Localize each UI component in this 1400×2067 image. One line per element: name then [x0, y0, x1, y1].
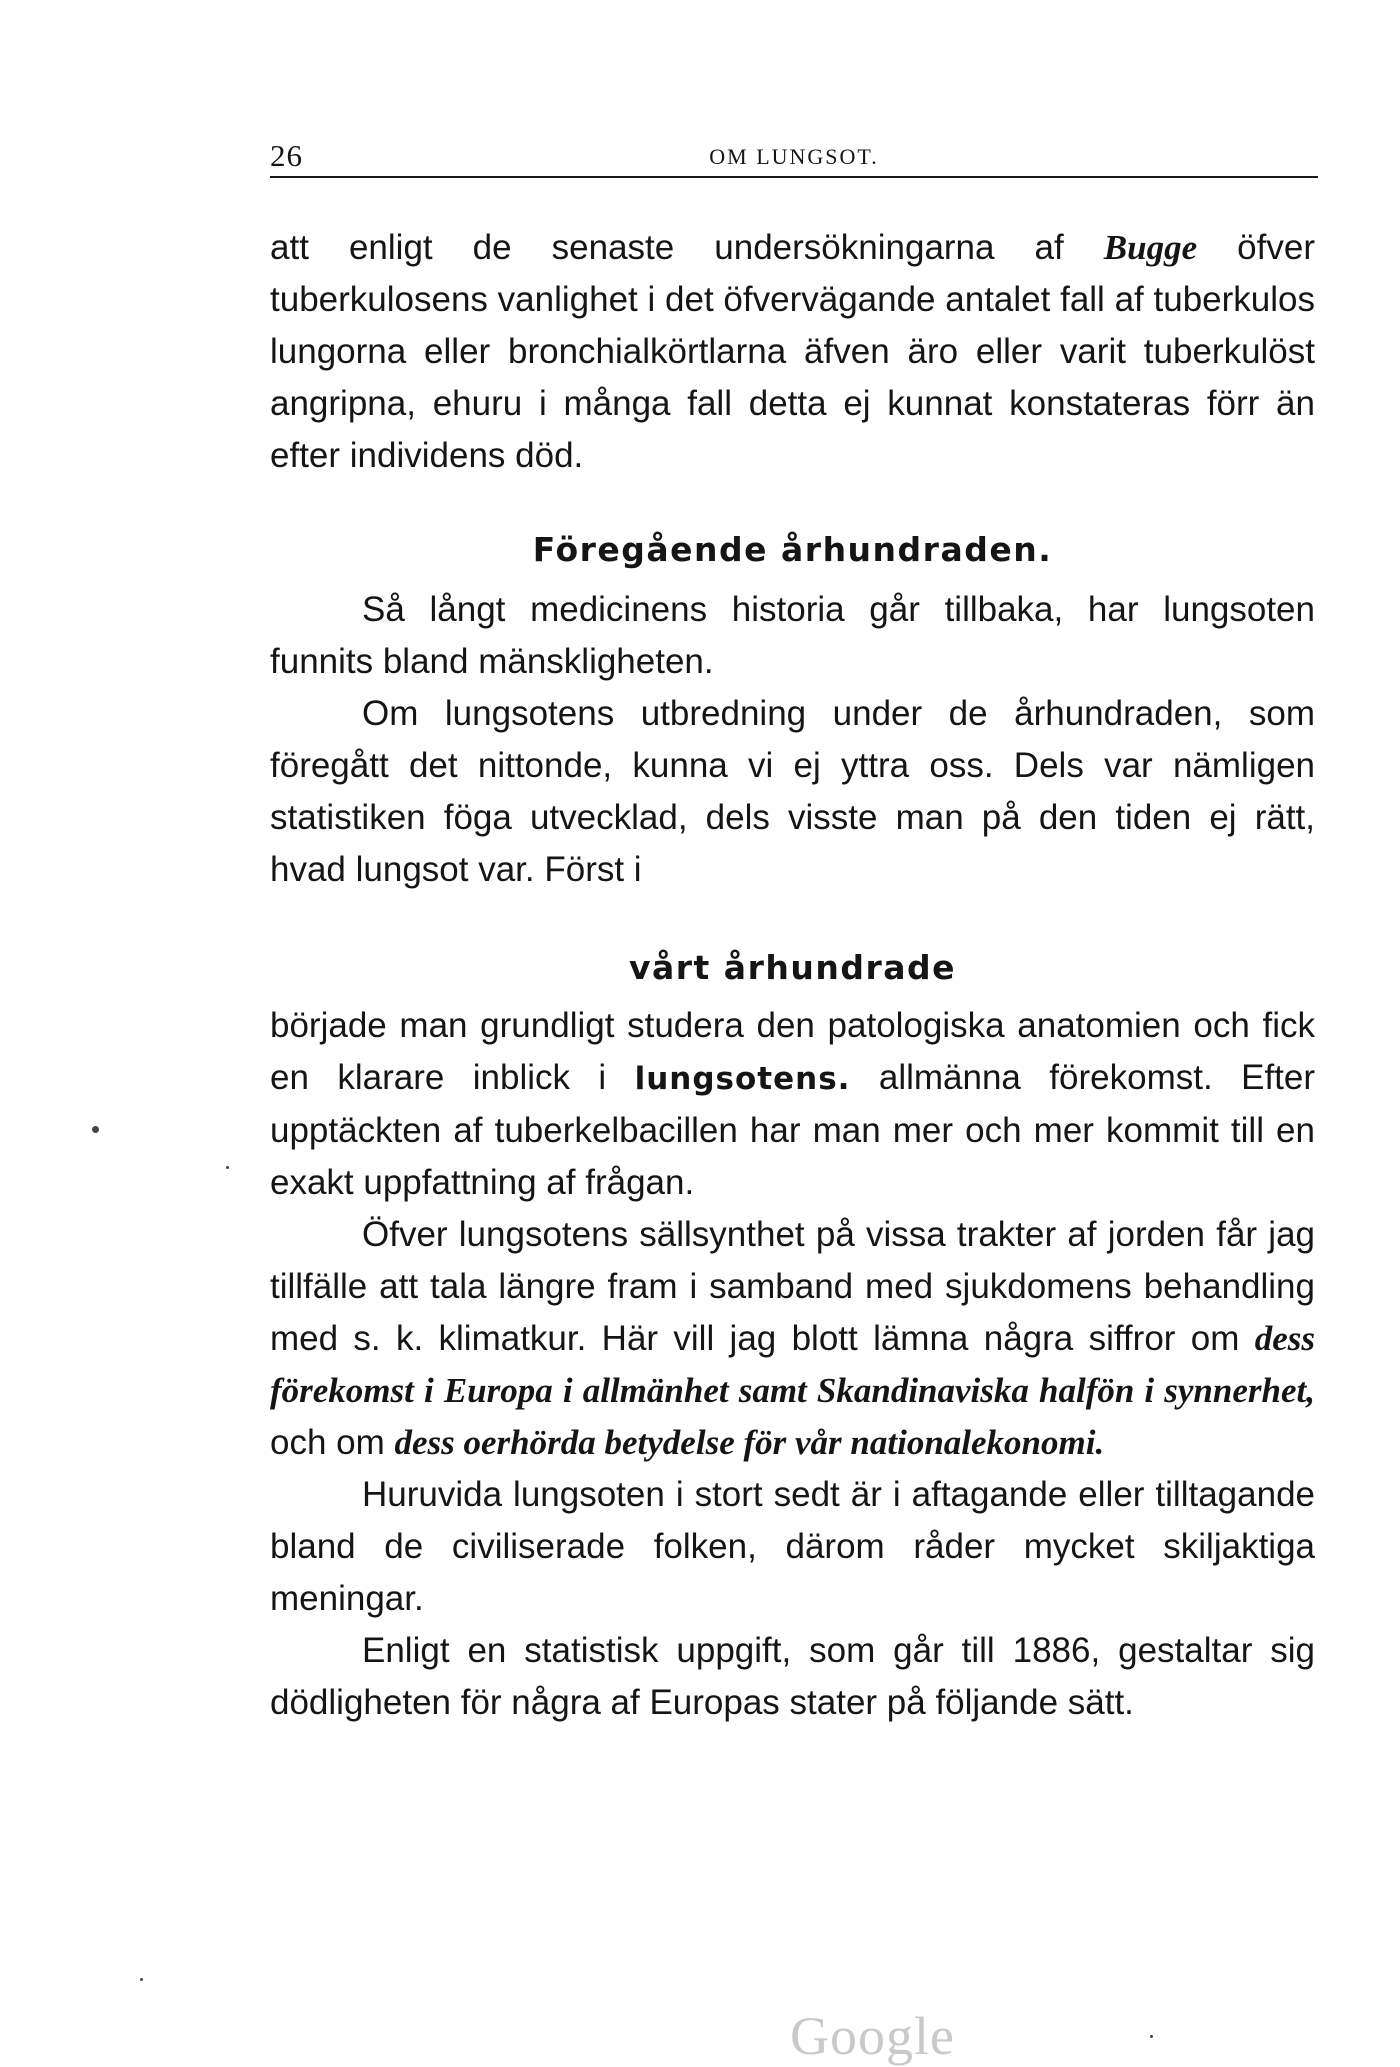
paragraph-5-text-a: Öfver lungsotens sällsynthet på vissa trakter af jorden får jag tillfälle att tala längre fram i samband med sjukdomens behandling med s. k. klimatkur. Här vill jag blott lämna några siffror om [270, 1215, 1315, 1358]
emphasis-national-economy: dess oerhörda betydelse för vår nationalekonomi. [394, 1423, 1105, 1462]
page-number: 26 [270, 138, 303, 173]
paragraph-1 [270, 222, 1315, 482]
paragraph-2: Så långt medicinens historia går tillbaka, har lungsoten funnits bland mänskligheten. [270, 590, 1315, 681]
body-text [270, 222, 1315, 1729]
running-title: OM LUNGSOT. [709, 144, 879, 169]
author-name-bugge: Bugge [1103, 228, 1198, 267]
watermark: Google [790, 2006, 955, 2066]
print-speck [92, 1126, 99, 1133]
paragraph-1-text-c: öfver tuberkulosens vanlighet i det öfvervägande antalet fall af tuberkulos lungorna eller bronchialkörtlarna äfven äro eller varit tuberkulöst angripna, ehuru i många fall detta ej kunnat konstateras förr än efter individens död. [270, 228, 1315, 475]
running-header [270, 138, 1318, 178]
paragraph-6: Huruvida lungsoten i stort sedt är i aftagande eller tilltagande bland de civiliserade folken, därom råder mycket skiljaktiga meningar. [270, 1475, 1315, 1618]
print-speck [226, 1166, 229, 1169]
emphasis-lungsotens: lungsotens. [634, 1061, 851, 1097]
paragraph-5 [270, 1209, 1315, 1469]
paragraph-5-text-c: och om [270, 1423, 395, 1462]
paragraph-1-text-a: att enligt de senaste undersökningarna af [270, 228, 1104, 267]
section-heading-previous-centuries: Föregående århundraden. [532, 530, 1053, 569]
emphasis-europe-scandinavia: dess förekomst i Europa i allmänhet samt Skandinaviska halfön i synnerhet, [270, 1319, 1315, 1410]
paragraph-7: Enligt en statistisk uppgift, som går till 1886, gestaltar sig dödligheten för några af Europas stater på följande sätt. [270, 1631, 1315, 1722]
paragraph-4-text-c: allmänna förekomst. Efter upptäckten af tuberkelbacillen har man mer och mer kommit till en exakt uppfattning af frågan. [270, 1058, 1316, 1202]
paragraph-4-text-a: började man grundligt studera den patologiska anatomien och fick en klarare inblick i [270, 1006, 1315, 1097]
print-speck [140, 1978, 143, 1981]
paragraph-3: Om lungsotens utbredning under de århundraden, som föregått det nittonde, kunna vi ej yttra oss. Dels var nämligen statistiken föga utvecklad, dels visste man på den tiden ej rätt, hvad lungsot var. Först i [270, 694, 1315, 889]
section-heading-our-century: vårt århundrade [628, 948, 956, 987]
paragraph-4 [270, 1000, 1315, 1209]
print-speck [1150, 2035, 1153, 2038]
